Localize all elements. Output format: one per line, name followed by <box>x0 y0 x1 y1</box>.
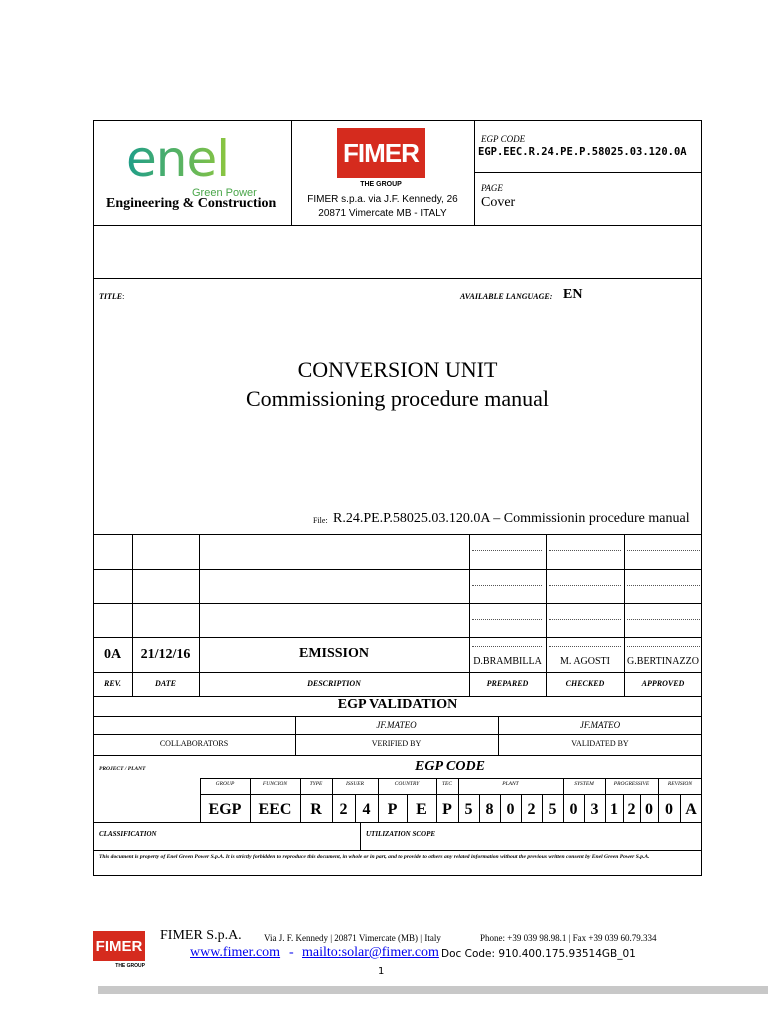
code-label-group: GROUP <box>215 781 235 787</box>
rev-line-4 <box>93 637 702 638</box>
header-divider-3 <box>474 172 702 173</box>
svg-text:enel: enel <box>126 132 230 188</box>
code-cell: 2 <box>527 800 536 818</box>
rev-dots <box>549 646 621 647</box>
enel-logo-graphic <box>124 132 264 192</box>
language-label: AVAILABLE LANGUAGE: <box>460 292 553 301</box>
code-cell: EGP <box>208 800 242 818</box>
page-label: PAGE <box>481 183 503 193</box>
code-cell: P <box>442 800 452 818</box>
code-cell-divider <box>500 794 501 822</box>
footer-dash: - <box>289 945 294 960</box>
document-title-line2: Commissioning procedure manual <box>245 386 550 411</box>
classification-label: CLASSIFICATION <box>99 830 157 838</box>
rev-line-2 <box>93 569 702 570</box>
code-cell: 0 <box>665 800 673 818</box>
rev-dots <box>627 550 700 551</box>
code-cell-divider <box>479 794 480 822</box>
rev-dots <box>472 646 542 647</box>
footer-phone: Phone: +39 039 98.98.1 | Fax +39 039 60.79.334 <box>480 933 657 943</box>
description-header: DESCRIPTION <box>307 679 361 688</box>
footer-mail-link[interactable]: mailto:solar@fimer.com <box>302 945 439 960</box>
rev-dots <box>472 619 542 620</box>
rev-col-2 <box>199 534 200 696</box>
title-label: TITLE: <box>99 292 125 301</box>
fimer-address-1: FIMER s.p.a. via J.F. Kennedy, 26 <box>307 194 458 205</box>
approved-value: G.BERTINAZZO <box>627 656 699 667</box>
code-cell-divider <box>542 794 543 822</box>
code-cell: P <box>387 800 398 818</box>
document-title-line1: CONVERSION UNIT <box>297 357 498 382</box>
code-cell: E <box>416 800 427 818</box>
rev-col-5 <box>624 534 625 696</box>
egp-code-value: EGP.EEC.R.24.PE.P.58025.03.120.0A <box>478 146 687 158</box>
title-top-line <box>93 278 702 279</box>
rev-col-3 <box>469 534 470 696</box>
rev-value: 0A <box>103 647 122 662</box>
code-cell: A <box>685 800 697 818</box>
code-label-system: SYSTEM <box>574 781 594 787</box>
code-cell: 5 <box>464 800 473 818</box>
code-cell: 2 <box>627 800 636 818</box>
footer-fimer-sub: THE GROUP <box>115 963 145 969</box>
collaborators-label: COLLABORATORS <box>159 739 229 748</box>
language-value: EN <box>563 287 583 302</box>
code-line-2 <box>200 794 702 795</box>
engineering-label: Engineering & Construction <box>106 196 277 211</box>
checked-value: M. AGOSTI <box>559 656 610 667</box>
val-line-1 <box>93 716 702 717</box>
code-label-country: COUNTRY <box>394 781 420 787</box>
rev-col-4 <box>546 534 547 696</box>
fimer-logo: FIMER <box>337 128 425 178</box>
code-cell: 1 <box>610 800 618 818</box>
approved-header: APPROVED <box>641 679 685 688</box>
validated-label: VALIDATED BY <box>571 739 629 748</box>
rev-dots <box>549 585 621 586</box>
egp-code-label: EGP CODE <box>481 134 526 144</box>
prepared-header: PREPARED <box>486 679 529 688</box>
code-cell-divider <box>407 794 408 822</box>
description-value: EMISSION <box>298 646 370 661</box>
code-cell: 0 <box>569 800 578 818</box>
verified-label: VERIFIED BY <box>371 739 422 748</box>
code-cell-divider <box>640 794 641 822</box>
class-divider <box>360 822 361 850</box>
code-label-revision: REVISION <box>667 781 693 787</box>
code-cell: 2 <box>339 800 348 818</box>
code-cell: R <box>310 800 322 818</box>
code-cell-divider <box>378 778 379 822</box>
prepared-value: D.BRAMBILLA <box>473 656 542 667</box>
rev-line-1 <box>93 534 702 535</box>
verified-name: JF.MATEO <box>376 720 417 730</box>
utilization-label: UTILIZATION SCOPE <box>366 830 436 838</box>
code-cell-divider <box>300 778 301 822</box>
rev-dots <box>549 619 621 620</box>
rev-dots <box>627 619 700 620</box>
footer-doc-code: Doc Code: 910.400.175.93514GB_01 <box>441 948 636 960</box>
fimer-address-2: 20871 Vimercate MB - ITALY <box>318 208 447 219</box>
enel-tagline: Green Power <box>192 187 257 199</box>
code-cell: 5 <box>548 800 557 818</box>
code-label-progressive: PROGRESSIVE <box>613 781 650 787</box>
code-cell-divider <box>658 778 659 822</box>
fimer-group-label: THE GROUP <box>360 181 402 188</box>
code-cell-divider <box>605 778 606 822</box>
code-bottom-line <box>93 822 702 823</box>
code-label-type: TYPE <box>309 781 323 787</box>
header-divider-1 <box>291 120 292 225</box>
page-number: 1 <box>378 966 385 977</box>
code-cell-divider <box>521 794 522 822</box>
code-label-function: FUNCION <box>262 781 288 787</box>
rev-line-5 <box>93 672 702 673</box>
date-value: 21/12/16 <box>140 647 191 662</box>
code-label-issuer: ISSUER <box>345 781 365 787</box>
rev-dots <box>627 646 700 647</box>
code-cell: 0 <box>645 800 653 818</box>
checked-header: CHECKED <box>565 679 605 688</box>
code-cell-divider <box>458 778 459 822</box>
footer-address: Via J. F. Kennedy | 20871 Vimercate (MB) | Italy <box>264 933 441 943</box>
val-line-3 <box>93 755 702 756</box>
footer-company: FIMER S.p.A. <box>160 928 242 943</box>
code-cell-divider <box>563 778 564 822</box>
code-cell-divider <box>623 794 624 822</box>
project-plant-label: PROJECT / PLANT <box>99 766 146 772</box>
code-cell-divider <box>355 794 356 822</box>
code-cell-divider <box>250 778 251 822</box>
rev-header: REV. <box>104 679 121 688</box>
code-cell: 3 <box>590 800 599 818</box>
rev-dots <box>472 585 542 586</box>
code-cell: 8 <box>485 800 494 818</box>
rev-dots <box>472 550 542 551</box>
code-cell-divider <box>680 794 681 822</box>
rev-dots <box>549 550 621 551</box>
enel-logo <box>124 132 264 192</box>
egp-code-block-title: EGP CODE <box>415 759 485 774</box>
rev-dots <box>627 585 700 586</box>
header-bottom-line <box>93 225 702 226</box>
code-cell: 0 <box>506 800 515 818</box>
code-cell-divider <box>436 778 437 822</box>
rev-col-1 <box>132 534 133 696</box>
page-value: Cover <box>481 195 516 210</box>
footer-fimer-logo: FIMER <box>93 931 145 961</box>
code-label-plant: PLANT <box>502 781 519 787</box>
code-cell: EEC <box>258 800 292 818</box>
code-line-1 <box>200 778 702 779</box>
class-bottom-line <box>93 850 702 851</box>
validation-title: EGP VALIDATION <box>337 697 458 712</box>
footer-gray-bar <box>98 986 768 994</box>
file-value: R.24.PE.P.58025.03.120.0A – Commissionin procedure manual <box>333 511 690 526</box>
date-header: DATE <box>155 679 176 688</box>
code-label-tec: TEC <box>441 781 453 787</box>
validated-name: JF.MATEO <box>579 720 621 730</box>
disclaimer-text: This document is property of Enel Green Power S.p.A. It is strictly forbidden to reproduce this document, in whole or in part, and to provide to others any related information without the previous written consent by Enel Green Power S.p.A. <box>99 854 650 860</box>
rev-line-3 <box>93 603 702 604</box>
footer-website-link[interactable]: www.fimer.com <box>190 945 281 960</box>
val-line-2 <box>93 734 702 735</box>
file-label: File: <box>313 516 328 525</box>
code-cell-divider <box>332 778 333 822</box>
code-cell-divider <box>584 794 585 822</box>
code-cell: 4 <box>362 800 371 818</box>
